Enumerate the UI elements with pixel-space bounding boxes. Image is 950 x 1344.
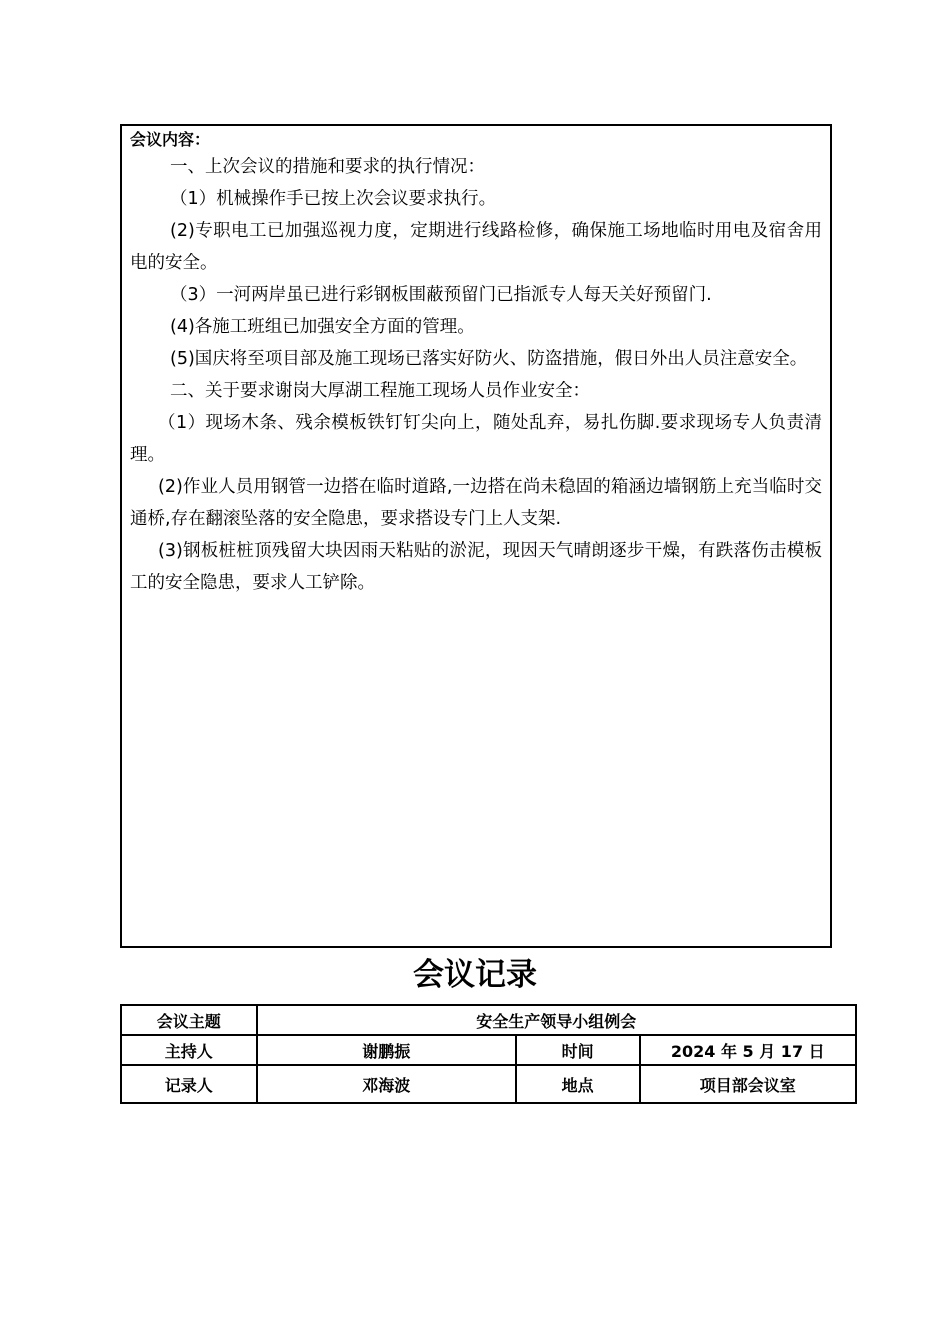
paragraph-item: (5)国庆将至项目部及施工现场已落实好防火、防盗措施，假日外出人员注意安全。 <box>170 349 808 369</box>
content-heading: 会议内容： <box>130 130 211 149</box>
time-value: 2024 年 5 月 17 日 <box>640 1035 856 1065</box>
paragraph-item: (2)专职电工已加强巡视力度，定期进行线路检修，确保施工场地临时用电及宿舍用电的安全。 <box>130 221 822 273</box>
table-row <box>121 1065 856 1103</box>
paragraph-item: (3)钢板桩桩顶残留大块因雨天粘贴的淤泥，现因天气晴朗逐步干燥，有跌落伤击模板工的安全隐患，要求人工铲除。 <box>130 541 822 593</box>
recorder-label: 记录人 <box>121 1065 257 1103</box>
host-label: 主持人 <box>121 1035 257 1065</box>
topic-label: 会议主题 <box>121 1005 257 1035</box>
paragraph-item: (4)各施工班组已加强安全方面的管理。 <box>170 317 475 337</box>
page-title: 会议记录 <box>413 957 537 993</box>
table-row <box>121 1035 856 1065</box>
paragraph-section-2: 二、关于要求谢岗大厚湖工程施工现场人员作业安全： <box>170 381 590 401</box>
time-label: 时间 <box>516 1035 640 1065</box>
paragraph-section-1: 一、上次会议的措施和要求的执行情况： <box>170 157 485 177</box>
recorder-value: 邓海波 <box>257 1065 516 1103</box>
meeting-content-box <box>120 124 832 948</box>
paragraph-item: (2)作业人员用钢管一边搭在临时道路,一边搭在尚未稳固的箱涵边墙钢筋上充当临时交通桥,存在翻滚坠落的安全隐患，要求搭设专门上人支架. <box>130 477 822 529</box>
place-value: 项目部会议室 <box>640 1065 856 1103</box>
paragraph-item: （3）一河两岸虽已进行彩钢板围蔽预留门已指派专人每天关好预留门. <box>170 285 712 305</box>
paragraph-item: （1）机械操作手已按上次会议要求执行。 <box>170 189 497 209</box>
meeting-info-table <box>120 1004 857 1104</box>
host-value: 谢鹏振 <box>257 1035 516 1065</box>
topic-value: 安全生产领导小组例会 <box>257 1005 856 1035</box>
place-label: 地点 <box>516 1065 640 1103</box>
table-row <box>121 1005 856 1035</box>
paragraph-item: （1）现场木条、残余模板铁钉钉尖向上，随处乱弃，易扎伤脚.要求现场专人负责清理。 <box>130 413 822 465</box>
